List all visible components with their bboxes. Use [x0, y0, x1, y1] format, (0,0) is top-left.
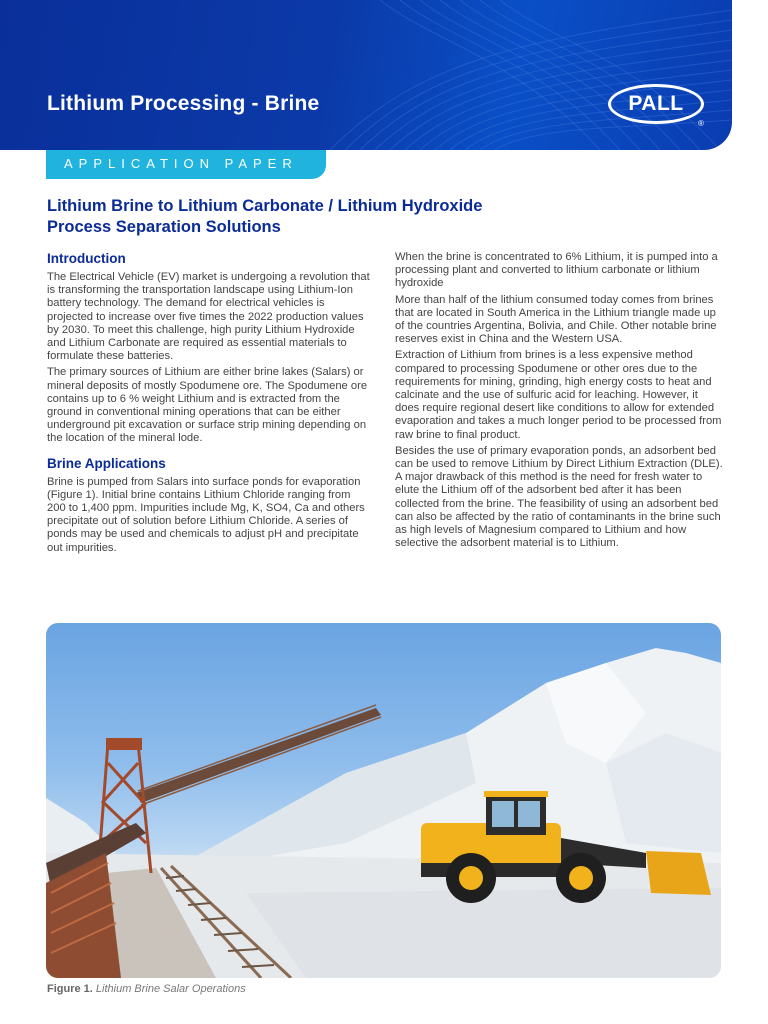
figure-label: Figure 1. [47, 983, 93, 995]
logo-text: PALL [628, 92, 684, 115]
left-column [47, 251, 372, 558]
document-title-line1: Lithium Brine to Lithium Carbonate / Lithium Hydroxide [47, 197, 483, 215]
application-paper-tag: APPLICATION PAPER [46, 150, 326, 179]
registered-mark: ® [698, 119, 704, 128]
intro-paragraph-2: The primary sources of Lithium are either brine lakes (Salars) or mineral deposits of mostly Spodumene ore. The Spodumene ore contains up to 6 % weight Lithium and is extracted from the ground in conventional mining operations that can be either underground pit excavation or surface strip mining depending on the location of the mineral lode. [47, 366, 368, 445]
brine-paragraph-1: Brine is pumped from Salars into surface ponds for evaporation (Figure 1). Initial brine contains Lithium Chloride ranging from 200 to 1,400 ppm. Impurities include Mg, K, SO4, Ca and others precipitate out of solution before Lithium Chloride. A series of ponds may be used and chemicals to adjust pH and precipitate out impurities. [47, 475, 365, 554]
pall-logo [608, 84, 708, 128]
intro-paragraph-1: The Electrical Vehicle (EV) market is undergoing a revolution that is transforming the transportation landscape using Lithium-Ion battery technology. The demand for electrical vehicles is projected to increase over five times the 2022 production values by 2030. To meet this challenge, high purity Lithium Hydroxide and Lithium Carbonate are required as essential materials to formulate these batteries. [47, 271, 370, 363]
figure-caption [47, 983, 246, 995]
salar-operations-photo [46, 623, 721, 978]
salar-scene [46, 623, 721, 978]
brine-applications-heading: Brine Applications [47, 455, 166, 471]
document-title-line2: Process Separation Solutions [47, 218, 281, 236]
figure-caption-text: Lithium Brine Salar Operations [95, 983, 246, 995]
right-paragraph-3: Extraction of Lithium from brines is a less expensive method compared to processing Spodumene or other ores due to the requirements for mining, grinding, high energy costs to heat and calcinate and the use of sulfuric acid for leaching. However, it does require regional desert like conditions to allow for extended evaporation and takes a much longer period to be processed from raw brine to final product. [395, 349, 722, 441]
page-title: Lithium Processing - Brine [47, 92, 320, 115]
right-column [395, 251, 723, 553]
right-paragraph-4: Besides the use of primary evaporation ponds, an adsorbent bed can be used to remove Lithium by Direct Lithium Extraction (DLE). A major drawback of this method is the need for fresh water to elute the Lithium off of the adsorbent bed after it has been collected from the brine. The feasibility of using an adsorbent bed can also be affected by the ratio of contaminants in the brine such as high levels of Magnesium compared to Lithium and how selective the adsorbent material is to Lithium. [395, 444, 723, 550]
header-banner [0, 0, 732, 150]
document-title [47, 196, 607, 238]
right-paragraph-1: When the brine is concentrated to 6% Lithium, it is pumped into a processing plant and converted to lithium carbonate or lithium hydroxide [395, 251, 718, 290]
introduction-heading: Introduction [47, 251, 126, 266]
right-paragraph-2: More than half of the lithium consumed today comes from brines that are located in South America in the Lithium triangle made up of the countries Argentina, Bolivia, and Chile. Other notable brine reserves exist in China and the Western USA. [395, 293, 717, 346]
